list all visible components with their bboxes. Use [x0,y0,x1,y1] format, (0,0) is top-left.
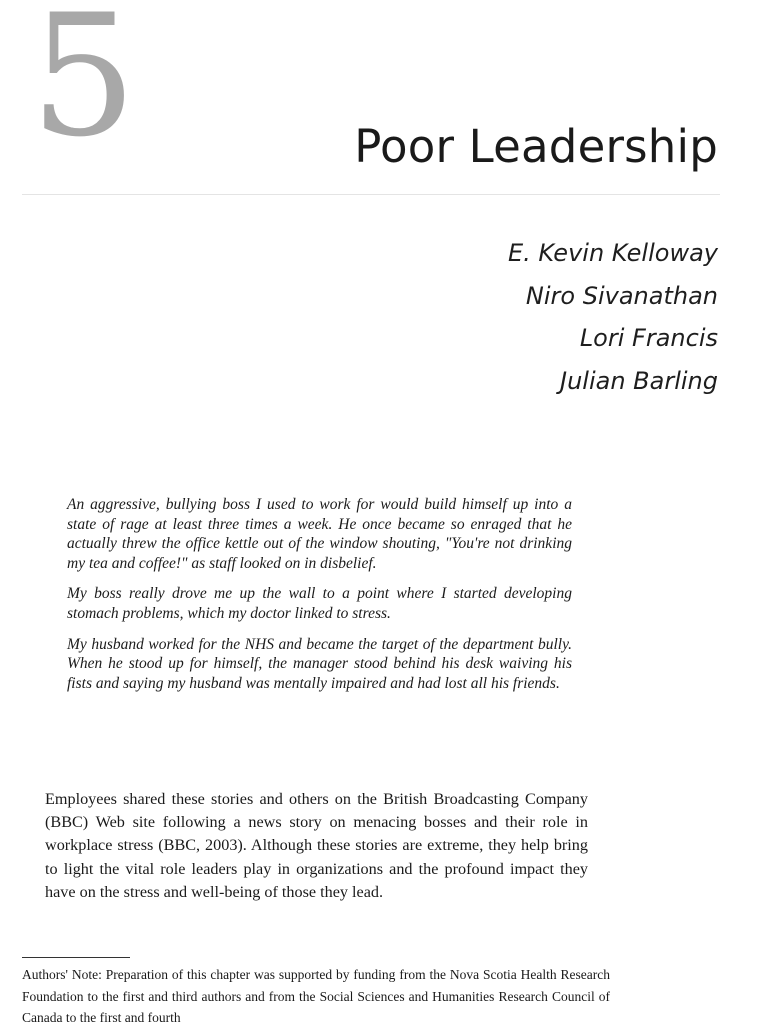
epigraph-quote: An aggressive, bullying boss I used to work for would build himself up into a state of rage at least three times a week. He once became so enraged that he actually threw the office kettle out of the window shouting, "You're not drinking my tea and coffee!" as staff looked on in disbelief. [67,496,572,572]
epigraph-quote: My boss really drove me up the wall to a point where I started developing stomach problems, which my doctor linked to stress. [67,585,572,622]
body-paragraph: Employees shared these stories and others on the British Broadcasting Company (BBC) Web site following a news story on menacing bosses and their role in workplace stress (BBC, 2003). Although these stories are extreme, they help bring to light the vital role leaders play in organizations and the profound impact they have on the stress and well-being of those they lead. [45,790,588,901]
author-name: Julian Barling [560,366,718,395]
epigraph-quote: My husband worked for the NHS and became the target of the department bully. When he stood up for himself, the manager stood behind his desk waiving his fists and saying my husband was mentally impaired and had lost all his friends. [67,635,572,692]
authors-note-footnote: Authors' Note: Preparation of this chapter was supported by funding from the Nova Scotia Health Research Foundation to the first and third authors and from the Social Sciences and Humanities Research Council of Canada to the first and fourth [22,967,610,1025]
author-list [508,232,718,402]
author-name: E. Kevin Kelloway [508,239,718,267]
title-divider [22,194,720,195]
chapter-number: 5 [30,0,137,174]
footnote-divider [22,957,130,958]
chapter-title: Poor Leadership [354,120,718,173]
epigraph-quotes [67,495,572,704]
author-name: Niro Sivanathan [525,281,718,310]
author-name: Lori Francis [579,324,718,352]
